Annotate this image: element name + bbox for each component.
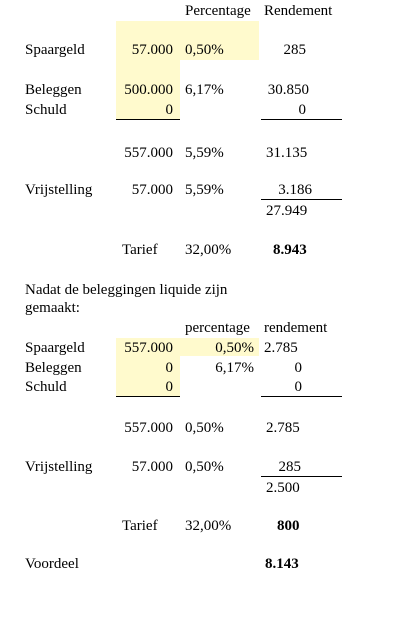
net-rendement-2: 2.500 bbox=[266, 480, 300, 496]
vrijstelling-label-2: Vrijstelling bbox=[25, 459, 93, 475]
schuld-rendement-underline-2 bbox=[261, 396, 342, 397]
vrijstelling-rendement: 3.186 bbox=[278, 182, 312, 198]
spaargeld-percentage: 0,50% bbox=[185, 42, 224, 58]
beleggen-percentage-2: 6,17% bbox=[215, 360, 254, 376]
header-percentage-2: percentage bbox=[185, 320, 250, 336]
tarief-label-2: Tarief bbox=[122, 518, 158, 534]
schuld-rendement: 0 bbox=[298, 102, 306, 118]
spaargeld-label-2: Spaargeld bbox=[25, 340, 85, 356]
vrijstelling-underline bbox=[261, 199, 342, 200]
net-rendement: 27.949 bbox=[266, 203, 308, 219]
tarief-result-2: 800 bbox=[277, 518, 300, 534]
total-amount-2: 557.000 bbox=[124, 420, 173, 436]
schuld-amount-underline bbox=[116, 119, 180, 120]
beleggen-rendement: 30.850 bbox=[267, 82, 309, 98]
total-percentage: 5,59% bbox=[185, 145, 224, 161]
tarief-percentage: 32,00% bbox=[185, 242, 232, 258]
schuld-rendement-underline bbox=[261, 119, 342, 120]
voordeel-label: Voordeel bbox=[25, 556, 79, 572]
vrijstelling-percentage-2: 0,50% bbox=[185, 459, 224, 475]
beleggen-percentage: 6,17% bbox=[185, 82, 224, 98]
spaargeld-amount: 57.000 bbox=[131, 42, 173, 58]
beleggen-amount: 500.000 bbox=[124, 82, 173, 98]
schuld-label-2: Schuld bbox=[25, 379, 67, 395]
vrijstelling-rendement-2: 285 bbox=[278, 459, 301, 475]
schuld-rendement-2: 0 bbox=[294, 379, 302, 395]
vrijstelling-label: Vrijstelling bbox=[25, 182, 93, 198]
tarief-result: 8.943 bbox=[273, 242, 307, 258]
tarief-label: Tarief bbox=[122, 242, 158, 258]
header-rendement: Rendement bbox=[264, 3, 333, 19]
schuld-amount-underline-2 bbox=[116, 396, 180, 397]
spaargeld-rendement-2: 2.785 bbox=[264, 340, 298, 356]
beleggen-label: Beleggen bbox=[25, 82, 82, 98]
header-rendement-2: rendement bbox=[264, 320, 328, 336]
vrijstelling-underline-2 bbox=[261, 476, 342, 477]
schuld-amount-2: 0 bbox=[165, 379, 173, 395]
beleggen-label-2: Beleggen bbox=[25, 360, 82, 376]
intro-text-line2: gemaakt: bbox=[25, 300, 80, 316]
total-rendement-2: 2.785 bbox=[266, 420, 300, 436]
total-percentage-2: 0,50% bbox=[185, 420, 224, 436]
spaargeld-amount-2: 557.000 bbox=[124, 340, 173, 356]
voordeel-value: 8.143 bbox=[265, 556, 299, 572]
intro-text-line1: Nadat de beleggingen liquide zijn bbox=[25, 282, 228, 298]
beleggen-rendement-2: 0 bbox=[294, 360, 302, 376]
spaargeld-rendement: 285 bbox=[283, 42, 306, 58]
spaargeld-label: Spaargeld bbox=[25, 42, 85, 58]
vrijstelling-percentage: 5,59% bbox=[185, 182, 224, 198]
total-rendement: 31.135 bbox=[266, 145, 308, 161]
tarief-percentage-2: 32,00% bbox=[185, 518, 232, 534]
total-amount: 557.000 bbox=[124, 145, 173, 161]
vrijstelling-amount-2: 57.000 bbox=[131, 459, 173, 475]
beleggen-amount-2: 0 bbox=[165, 360, 173, 376]
header-percentage: Percentage bbox=[185, 3, 251, 19]
schuld-label: Schuld bbox=[25, 102, 67, 118]
schuld-amount: 0 bbox=[165, 102, 173, 118]
spaargeld-percentage-2: 0,50% bbox=[215, 340, 254, 356]
vrijstelling-amount: 57.000 bbox=[131, 182, 173, 198]
